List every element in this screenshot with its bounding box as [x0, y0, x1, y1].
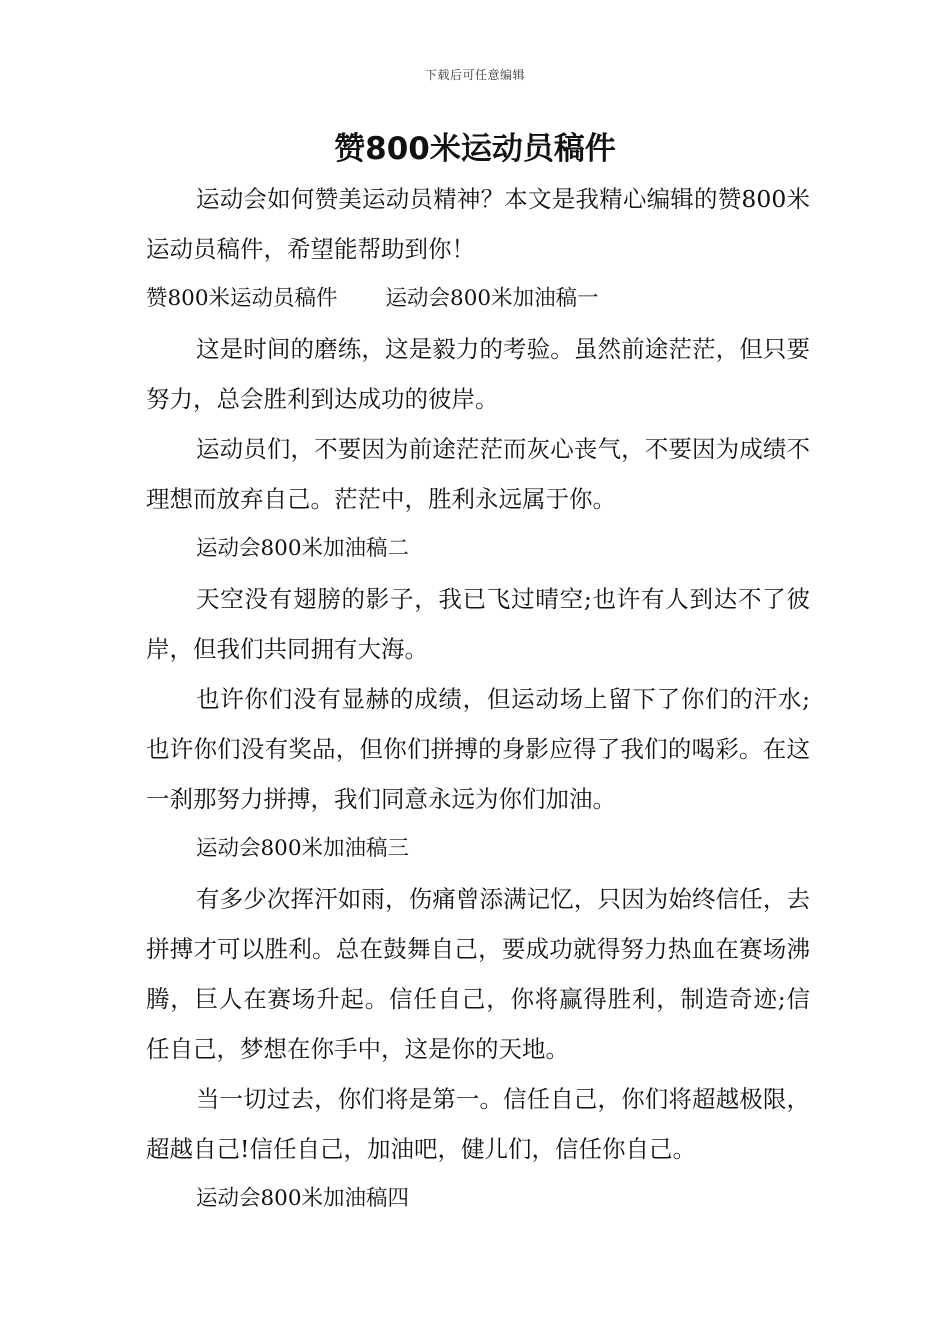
section1-paragraph-2: 运动员们，不要因为前途茫茫而灰心丧气，不要因为成绩不理想而放弃自己。茫茫中，胜利永远属于你。: [146, 435, 810, 513]
section3-heading: 运动会800米加油稿三: [196, 836, 410, 861]
section2-paragraph-2: 也许你们没有显赫的成绩，但运动场上留下了你们的汗水;也许你们没有奖品，但你们拼搏的身影应得了我们的喝彩。在这一刹那努力拼搏，我们同意永远为你们加油。: [146, 685, 810, 813]
section3-paragraph-2: 当一切过去，你们将是第一。信任自己，你们将超越极限，超越自己!信任自己，加油吧，健儿们，信任你自己。: [146, 1085, 810, 1163]
subheading-right: 运动会800米加油稿一: [385, 286, 599, 311]
document-body: [146, 174, 810, 1224]
section2-paragraph-1: 天空没有翅膀的影子，我已飞过晴空;也许有人到达不了彼岸，但我们共同拥有大海。: [146, 585, 810, 663]
subheading-left: 赞800米运动员稿件: [146, 286, 338, 311]
subheading-row: [146, 274, 810, 324]
page-header-note: 下载后可任意编辑: [424, 68, 525, 82]
section3-paragraph-1: 有多少次挥汗如雨，伤痛曾添满记忆，只因为始终信任，去拼搏才可以胜利。总在鼓舞自己，要成功就得努力热血在赛场沸腾，巨人在赛场升起。信任自己，你将赢得胜利，制造奇迹;信任自己，梦想在你手中，这是你的天地。: [146, 885, 810, 1063]
section4-heading: 运动会800米加油稿四: [196, 1186, 410, 1211]
section2-heading: 运动会800米加油稿二: [196, 536, 410, 561]
intro-paragraph: 运动会如何赞美运动员精神？本文是我精心编辑的赞800米运动员稿件，希望能帮助到你！: [146, 185, 810, 263]
section1-paragraph-1: 这是时间的磨练，这是毅力的考验。虽然前途茫茫，但只要努力，总会胜利到达成功的彼岸。: [146, 335, 810, 413]
document-title: 赞800米运动员稿件: [334, 131, 616, 167]
